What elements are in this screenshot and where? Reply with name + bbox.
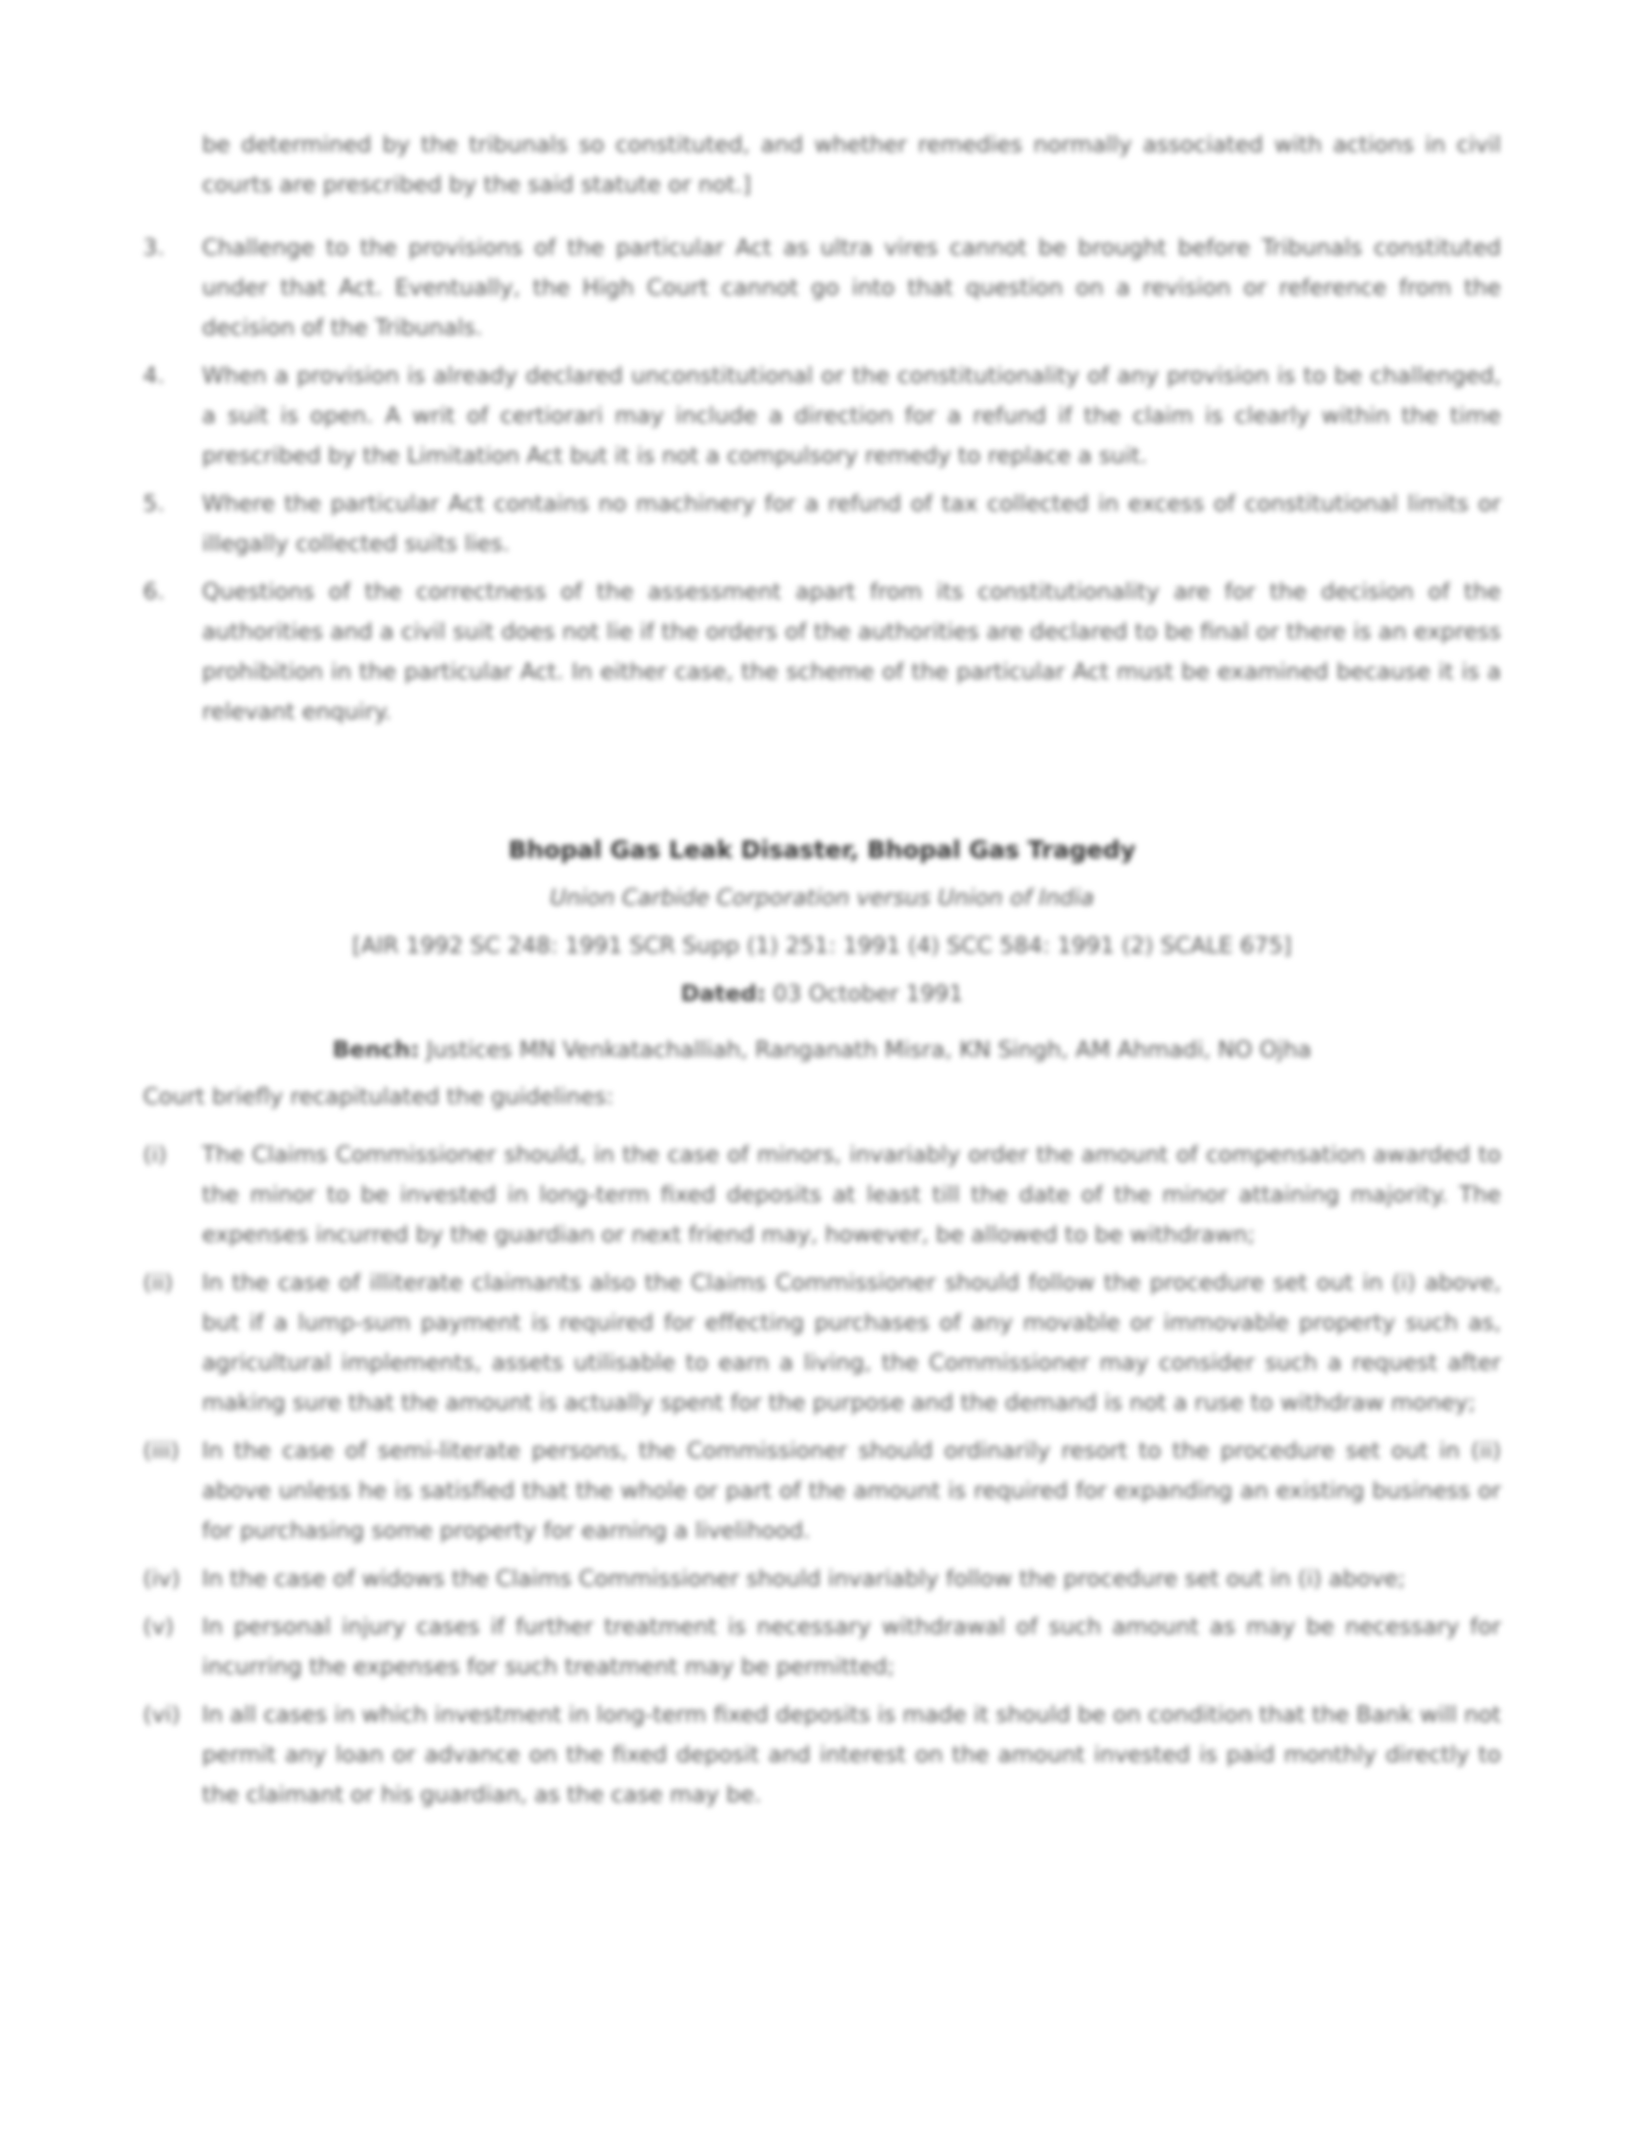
list-item [143, 484, 1501, 564]
list-item [143, 1607, 1501, 1687]
list-item-text: In the case of widows the Claims Commissioner should invariably follow the procedure set out in (i) above; [202, 1566, 1406, 1592]
list-item-number: 4. [143, 363, 165, 389]
recap-text: Court briefly recapitulated the guidelines: [143, 1084, 614, 1110]
list-item [143, 1135, 1501, 1255]
list-item-text: In personal injury cases if further treatment is necessary withdrawal of such amount as may be necessary for incurring the expenses for such treatment may be permitted; [202, 1614, 1501, 1680]
dated-label: Dated: [680, 981, 766, 1007]
guidelines-list [143, 1135, 1501, 1823]
bench-value: Justices MN Venkatachalliah, Ranganath Misra, KN Singh, AM Ahmadi, NO Ojha [426, 1037, 1312, 1063]
numbered-points-list [143, 228, 1501, 740]
list-item [143, 572, 1501, 732]
list-item [143, 1263, 1501, 1423]
list-item [143, 1559, 1501, 1599]
list-item [143, 1695, 1501, 1815]
list-item-text: In all cases in which investment in long-term fixed deposits is made it should be on condition that the Bank will not permit any loan or advance on the fixed deposit and interest on the amount invested is paid monthly directly to the claimant or his guardian, as the case may be. [202, 1702, 1501, 1808]
list-item-number: 3. [143, 235, 165, 261]
list-item-text: Challenge to the provisions of the particular Act as ultra vires cannot be brought before Tribunals constituted under that Act. Eventually, the High Court cannot go into that question on a revision or reference from the decision of the Tribunals. [202, 235, 1501, 341]
list-item-text: In the case of illiterate claimants also the Claims Commissioner should follow the procedure set out in (i) above, but if a lump-sum payment is required for effecting purchases of any movable or immovable property such as, agricultural implements, assets utilisable to earn a living, the Commissioner may consider such a request after making sure that the amount is actually spent for the purpose and the demand is not a ruse to withdraw money; [202, 1270, 1501, 1416]
list-item-text: The Claims Commissioner should, in the case of minors, invariably order the amount of compensation awarded to the minor to be invested in long-term fixed deposits at least till the date of the minor attaining majority. The expenses incurred by the guardian or next friend may, however, be allowed to be withdrawn; [202, 1142, 1501, 1248]
list-item-number: (v) [143, 1614, 174, 1640]
list-item [143, 1431, 1501, 1551]
list-item-text: Questions of the correctness of the assessment apart from its constitutionality are for the decision of the authorities and a civil suit does not lie if the orders of the authorities are declared to be final or there is an express prohibition in the particular Act. In either case, the scheme of the particular Act must be examined because it is a relevant enquiry. [202, 579, 1501, 725]
list-item-number: (iv) [143, 1566, 181, 1592]
case-bench [143, 1030, 1501, 1070]
list-item-text: When a provision is already declared unconstitutional or the constitutionality of any provision is to be challenged, a suit is open. A writ of certiorari may include a direction for a refund if the claim is clearly within the time prescribed by the Limitation Act but it is not a compulsory remedy to replace a suit. [202, 363, 1501, 469]
list-item-number: (vi) [143, 1702, 181, 1728]
list-item [143, 228, 1501, 348]
case-dated [143, 974, 1501, 1014]
dated-value: 03 October 1991 [772, 981, 964, 1007]
list-item-number: (iii) [143, 1438, 180, 1464]
intro-continuation: be determined by the tribunals so constituted, and whether remedies normally associated with actions in civil courts are prescribed by the said statute or not.] [202, 132, 1501, 198]
list-item-number: (ii) [143, 1270, 174, 1296]
list-item-text: Where the particular Act contains no machinery for a refund of tax collected in excess of constitutional limits or illegally collected suits lies. [202, 491, 1501, 557]
list-item [143, 356, 1501, 476]
case-parties: Union Carbide Corporation versus Union of India [549, 885, 1095, 911]
list-item-number: (i) [143, 1142, 167, 1168]
bench-label: Bench: [332, 1037, 420, 1063]
case-citation: [AIR 1992 SC 248: 1991 SCR Supp (1) 251: 1991 (4) SCC 584: 1991 (2) SCALE 675] [352, 933, 1292, 959]
list-item-number: 5. [143, 491, 165, 517]
case-title: Bhopal Gas Leak Disaster, Bhopal Gas Tragedy [508, 836, 1136, 864]
list-item-number: 6. [143, 579, 165, 605]
list-item-text: In the case of semi-literate persons, the Commissioner should ordinarily resort to the procedure set out in (ii) above unless he is satisfied that the whole or part of the amount is required for expanding an existing business or for purchasing some property for earning a livelihood. [202, 1438, 1501, 1544]
